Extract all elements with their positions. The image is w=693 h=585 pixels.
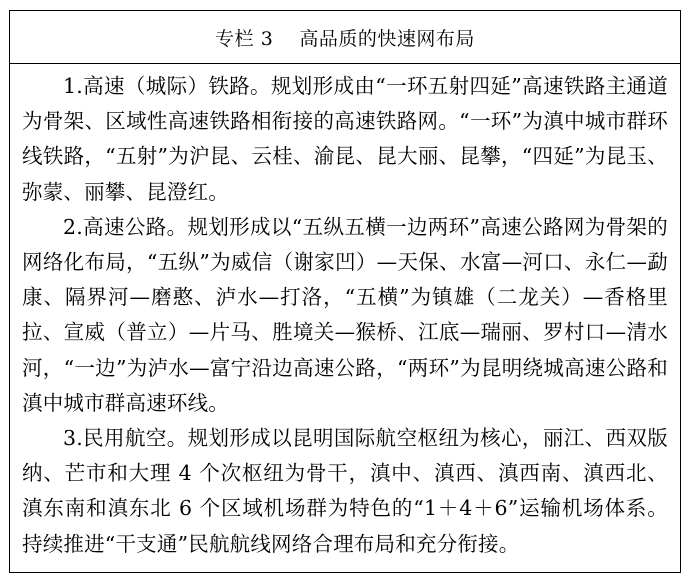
column-title: 专栏 3 高品质的快速网布局 — [10, 11, 680, 64]
paragraph-expressway: 2.高速公路。规划形成以“五纵五横一边两环”高速公路网为骨架的网络化布局，“五纵”为威信（谢家凹）—天保、水富—河口、永仁—勐康、隔界河—磨憨、泸水—打洛，“五横”为镇雄（二龙关）—香格里拉、宣威（普立）—片马、胜境关—猴桥、江底—瑞丽、罗村口—清水河，“一边”为泸水—富宁沿边高速公路，“两环”为昆明绕城高速公路和滇中城市群高速环线。 — [22, 214, 668, 415]
paragraph-high-speed-rail: 1.高速（城际）铁路。规划形成由“一环五射四延”高速铁路主通道为骨架、区域性高速铁路相衔接的高速铁路网。“一环”为滇中城市群环线铁路，“五射”为沪昆、云桂、渝昆、昆大丽、昆攀，“四延”为昆玉、弥蒙、丽攀、昆澄红。 — [22, 74, 668, 204]
paragraph-civil-aviation: 3.民用航空。规划形成以昆明国际航空枢纽为核心，丽江、西双版纳、芒市和大理 4 个次枢纽为骨干，滇中、滇西、滇西南、滇西北、滇东南和滇东北 6 个区域机场群为特色的“1＋4＋6”运输机场体系。持续推进“干支通”民航航线网络合理布局和充分衔接。 — [22, 426, 668, 556]
column-body — [10, 64, 680, 562]
column-box — [9, 10, 681, 573]
